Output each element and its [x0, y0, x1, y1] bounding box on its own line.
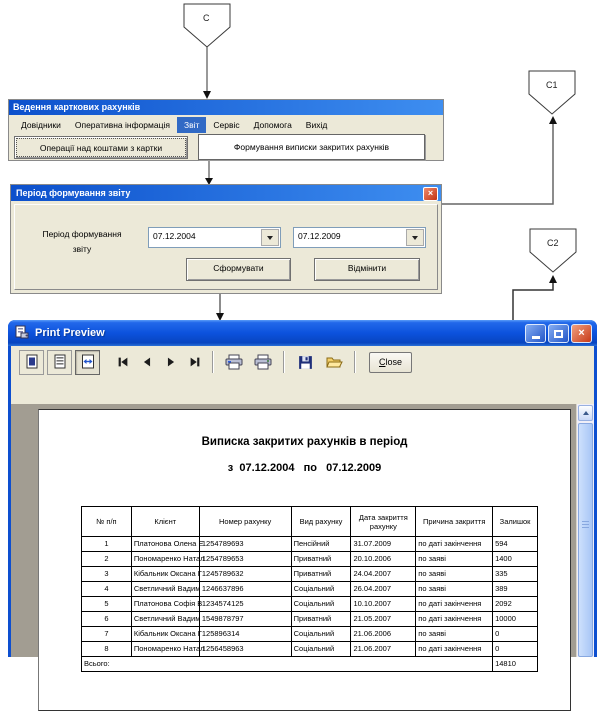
zoom-fit-icon — [24, 354, 40, 370]
table-row — [82, 642, 538, 657]
preview-toolbar — [11, 346, 594, 378]
zoom-100-button[interactable] — [47, 350, 72, 375]
table-cell: Приватний — [292, 612, 352, 627]
table-cell: 0 — [493, 642, 538, 657]
table-cell: 1234574125 — [200, 597, 292, 612]
header-cell-6: Залишок — [493, 507, 538, 537]
total-label: Всього: — [82, 657, 493, 672]
table-cell: 10.10.2007 — [351, 597, 416, 612]
header-cell-0: № п/п — [82, 507, 132, 537]
chevron-up-icon — [583, 411, 589, 415]
table-cell: по заяві — [416, 552, 493, 567]
prev-page-icon — [140, 355, 154, 369]
connector-c1-label: C1 — [546, 80, 558, 90]
preview-area — [11, 404, 594, 668]
next-page-button[interactable] — [160, 351, 181, 373]
report-table — [81, 506, 538, 672]
print-preview-window — [8, 320, 597, 668]
maximize-button[interactable] — [548, 324, 569, 343]
card-operations-button-label: Операції над коштами з картки — [39, 142, 163, 153]
menu-bar — [9, 115, 443, 134]
card-operations-button[interactable] — [14, 136, 188, 159]
close-icon: × — [578, 327, 585, 339]
last-page-button[interactable] — [184, 351, 205, 373]
table-cell: 26.04.2007 — [351, 582, 416, 597]
header-cell-5: Причина закриття — [416, 507, 493, 537]
header-cell-3: Вид рахунку — [292, 507, 352, 537]
menu-item-3[interactable]: Звіт — [177, 117, 206, 133]
menu-item-4[interactable]: Сервіс — [213, 119, 240, 130]
date-to-dropdown-button[interactable] — [406, 229, 424, 246]
table-cell: по заяві — [416, 627, 493, 642]
table-cell: 2092 — [493, 597, 538, 612]
connector-c1-shape — [529, 71, 575, 114]
table-cell: 389 — [493, 582, 538, 597]
table-cell: 4 — [82, 582, 132, 597]
table-row — [82, 552, 538, 567]
table-cell: Соціальний — [292, 627, 352, 642]
table-cell: 8 — [82, 642, 132, 657]
page-width-button[interactable] — [75, 350, 100, 375]
connector-c-label: C — [203, 13, 210, 23]
line-dialog-to-c1 — [440, 122, 553, 204]
table-cell: 1246637896 — [200, 582, 292, 597]
cancel-button[interactable]: Відмінити — [314, 258, 420, 281]
header-cell-2: Номер рахунку — [200, 507, 292, 537]
table-row — [82, 612, 538, 627]
page-width-icon — [80, 354, 96, 370]
table-cell: 20.10.2006 — [351, 552, 416, 567]
report-table-body — [82, 537, 538, 657]
print-setup-button[interactable] — [221, 351, 247, 373]
scrollbar-grip — [582, 521, 589, 530]
table-cell: 2 — [82, 552, 132, 567]
arrowhead-c-to-main — [203, 91, 211, 99]
date-from-dropdown-button[interactable] — [261, 229, 279, 246]
save-icon — [297, 354, 314, 371]
table-cell: Платонова Олена Е — [132, 537, 200, 552]
next-page-icon — [164, 355, 178, 369]
total-value: 14810 — [493, 657, 538, 672]
table-cell: Соціальний — [292, 642, 352, 657]
scrollbar-thumb[interactable] — [578, 423, 593, 657]
vertical-scrollbar[interactable] — [576, 404, 594, 657]
generate-button[interactable]: Сформувати — [186, 258, 291, 281]
table-cell: по даті закінчення — [416, 537, 493, 552]
connector-c-shape — [184, 4, 230, 47]
table-cell: 21.06.2007 — [351, 642, 416, 657]
print-preview-icon — [14, 325, 30, 341]
maximize-icon — [554, 330, 563, 338]
table-cell: по даті закінчення — [416, 642, 493, 657]
table-cell: Пономаренко Натал — [132, 642, 200, 657]
toolbar-separator — [354, 351, 356, 373]
last-page-icon — [188, 355, 202, 369]
report-table-header — [82, 507, 538, 537]
table-cell: 594 — [493, 537, 538, 552]
table-cell: 1254789693 — [200, 537, 292, 552]
preview-titlebar — [8, 320, 597, 346]
zoom-fit-button[interactable] — [19, 350, 44, 375]
table-cell: 31.07.2009 — [351, 537, 416, 552]
toolbar-separator — [212, 351, 214, 373]
arrowhead-to-c2 — [549, 275, 557, 283]
chevron-down-icon — [267, 236, 273, 240]
table-row — [82, 537, 538, 552]
table-cell: 3 — [82, 567, 132, 582]
table-cell: 1400 — [493, 552, 538, 567]
table-cell: Пономаренко Натал — [132, 552, 200, 567]
open-button[interactable] — [321, 351, 347, 373]
table-cell: 1256458963 — [200, 642, 292, 657]
table-cell: 125896314 — [200, 627, 292, 642]
table-cell: Соціальний — [292, 582, 352, 597]
print-setup-icon — [224, 353, 244, 371]
close-icon: × — [427, 188, 434, 198]
table-row — [82, 567, 538, 582]
window-controls — [525, 324, 592, 343]
menu-dropdown-item-label: Формування виписки закритих рахунків — [233, 142, 390, 152]
report-title: Виписка закритих рахунків в період — [201, 436, 408, 448]
chevron-down-icon — [412, 236, 418, 240]
menu-dropdown-item-report[interactable] — [198, 134, 425, 160]
table-cell: Пенсійний — [292, 537, 352, 552]
table-cell: 1245789632 — [200, 567, 292, 582]
minimize-icon — [532, 336, 540, 339]
table-row — [82, 627, 538, 642]
date-to-combobox[interactable] — [293, 227, 426, 248]
report-subtitle: з 07.12.2004 по 07.12.2009 — [227, 462, 382, 474]
menu-item-6[interactable]: Вихід — [305, 119, 328, 130]
window-close-button[interactable] — [571, 324, 592, 343]
minimize-button[interactable] — [525, 324, 546, 343]
zoom-100-icon — [52, 354, 68, 370]
table-cell: 1254789653 — [200, 552, 292, 567]
dialog-title: Період формування звіту — [16, 188, 131, 198]
table-cell: 5 — [82, 597, 132, 612]
main-window — [8, 99, 444, 161]
preview-close-button[interactable] — [369, 352, 412, 373]
table-cell: 10000 — [493, 612, 538, 627]
period-label — [25, 227, 139, 257]
menu-item-1[interactable]: Довідники — [21, 119, 61, 130]
date-from-combobox[interactable] — [148, 227, 281, 248]
table-cell: 1549878797 — [200, 612, 292, 627]
table-cell: Кібальник Оксана Г — [132, 627, 200, 642]
period-label-line2: звіту — [72, 244, 92, 254]
header-cell-4: Дата закриття рахунку — [351, 507, 416, 537]
preview-body — [11, 346, 594, 668]
preview-title: Print Preview — [35, 327, 105, 339]
date-from-value: 07.12.2004 — [153, 231, 196, 241]
main-window-titlebar: Ведення карткових рахунків — [9, 100, 443, 115]
table-cell: по заяві — [416, 582, 493, 597]
line-preview-to-c2 — [513, 279, 553, 321]
first-page-button[interactable] — [112, 351, 133, 373]
menu-item-5[interactable]: Допомога — [253, 119, 292, 130]
prev-page-button[interactable] — [136, 351, 157, 373]
preview-close-label: Close — [379, 357, 403, 367]
table-cell: Приватний — [292, 552, 352, 567]
table-cell: Платонова Софія В — [132, 597, 200, 612]
table-cell: по заяві — [416, 567, 493, 582]
arrowhead-to-c1 — [549, 116, 557, 124]
table-cell: 24.04.2007 — [351, 567, 416, 582]
table-cell: по даті закінчення — [416, 612, 493, 627]
table-cell: 1 — [82, 537, 132, 552]
dialog-close-button[interactable] — [423, 187, 438, 201]
table-cell: Приватний — [292, 567, 352, 582]
first-page-icon — [116, 355, 130, 369]
period-label-line1: Період формування — [42, 229, 122, 239]
table-cell: 21.06.2006 — [351, 627, 416, 642]
table-cell: Соціальний — [292, 597, 352, 612]
table-row — [82, 582, 538, 597]
print-button[interactable] — [250, 351, 276, 373]
table-cell: 6 — [82, 612, 132, 627]
print-icon — [253, 353, 273, 371]
report-page — [38, 409, 571, 711]
table-cell: 21.05.2007 — [351, 612, 416, 627]
toolbar-separator — [283, 351, 285, 373]
report-period-dialog — [10, 184, 442, 294]
open-folder-icon — [325, 354, 343, 370]
table-cell: 0 — [493, 627, 538, 642]
header-cell-1: Клієнт — [132, 507, 200, 537]
dialog-titlebar — [11, 185, 441, 201]
table-cell: Светличний Вадим — [132, 612, 200, 627]
table-cell: Кібальник Оксана Г — [132, 567, 200, 582]
menu-item-2[interactable]: Оперативна інформація — [74, 119, 170, 130]
scrollbar-up-button[interactable] — [578, 405, 593, 421]
report-table-total — [82, 657, 538, 672]
connector-c2-label: C2 — [547, 238, 559, 248]
connector-c2-shape — [530, 229, 576, 272]
table-cell: 7 — [82, 627, 132, 642]
save-button[interactable] — [292, 351, 318, 373]
table-row — [82, 597, 538, 612]
table-cell: Светличний Вадим — [132, 582, 200, 597]
table-cell: 335 — [493, 567, 538, 582]
table-cell: по даті закінчення — [416, 597, 493, 612]
date-to-value: 07.12.2009 — [298, 231, 341, 241]
